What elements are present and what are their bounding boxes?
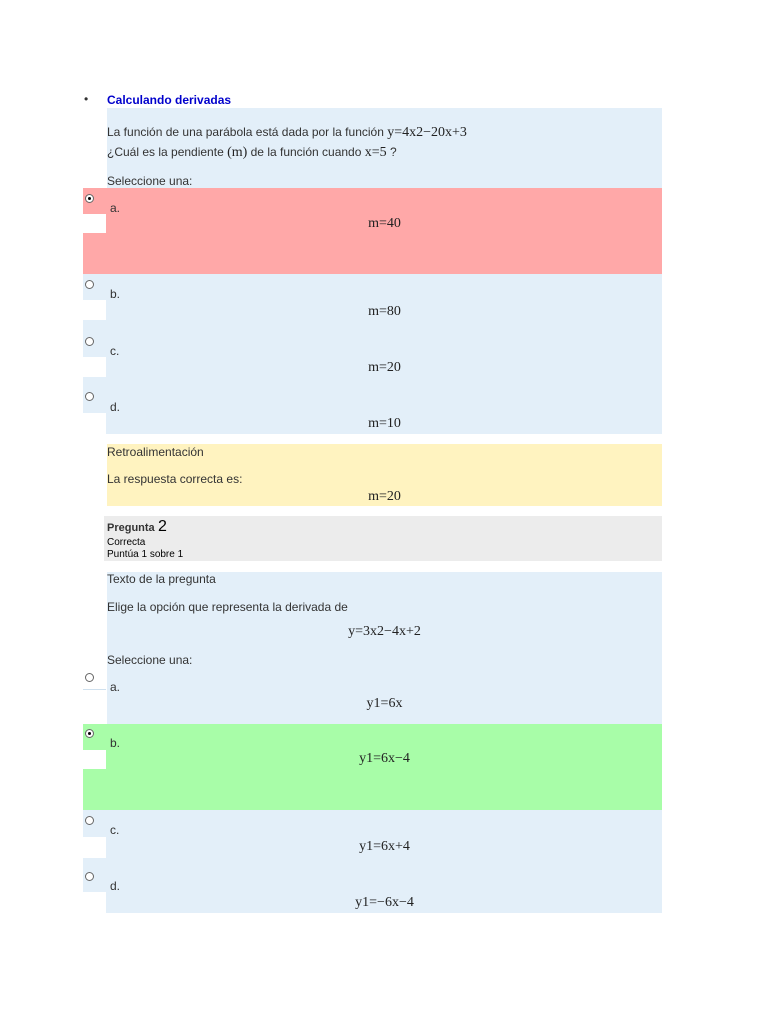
q2-option-b-letter: b. [110,736,121,750]
feedback-heading: Retroalimentación [107,445,204,459]
question-2-status: Correcta [107,537,146,548]
q2-option-d-value: y1=−6x−4 [355,895,414,910]
select-prompt-2: Seleccione una: [107,653,193,667]
q2-option-b-gap [83,750,106,769]
option-d-radio[interactable] [85,392,94,401]
question-text-heading: Texto de la pregunta [107,572,216,586]
option-c-value: m=20 [368,360,401,375]
option-b-radio[interactable] [85,280,94,289]
q2-option-d-gap [83,892,106,913]
feedback-correct-label: La respuesta correcta es: [107,472,243,486]
q2-option-a-letter: a. [110,680,121,694]
q2-option-d-letter: d. [110,879,121,893]
q2-option-c-radio[interactable] [85,816,94,825]
question-2-expression: y=3x2−4x+2 [348,624,421,639]
q2-option-a-radio[interactable] [85,673,94,682]
option-a-value: m=40 [368,216,401,231]
pregunta-label: Pregunta [107,522,155,534]
q2-option-c-value: y1=6x+4 [359,839,410,854]
option-d-letter: d. [110,400,121,414]
options-bcd-panel [83,274,662,434]
question-1-text-line2: ¿Cuál es la pendiente (m) de la función cuando x=5 ? [107,145,397,160]
option-a-gap [83,214,106,233]
question-1-title[interactable]: Calculando derivadas [107,93,232,107]
bullet: • [84,92,89,106]
option-c-radio[interactable] [85,337,94,346]
option-b-letter: b. [110,287,121,301]
option-d-value: m=10 [368,416,401,431]
feedback-correct-value: m=20 [368,489,401,504]
q2-option-c-gap [83,837,106,858]
q2-option-b-radio[interactable] [85,729,94,738]
option-c-gap [83,357,106,377]
option-c-letter: c. [110,344,120,358]
option-a-letter: a. [110,201,121,215]
question-2-info-panel [104,516,662,561]
option-d-gap [83,413,106,434]
q2-option-a-value: y1=6x [366,696,403,711]
option-b-value: m=80 [368,304,401,319]
question-2-prompt: Elige la opción que representa la derivada de [107,600,348,614]
function-expression: y=4x2−20x+3 [387,125,467,140]
q2-option-d-radio[interactable] [85,872,94,881]
option-a-radio[interactable] [85,194,94,203]
question-2 [0,515,768,915]
q2-option-c-letter: c. [110,823,120,837]
question-number: 2 [158,518,167,535]
question-2-score: Puntúa 1 sobre 1 [107,549,184,560]
q2-option-b-row[interactable] [83,724,662,810]
q2-option-a-gap [83,689,106,694]
option-b-gap [83,300,106,320]
select-prompt: Seleccione una: [107,174,193,188]
question-2-heading [107,518,167,536]
q2-option-b-value: y1=6x−4 [359,751,410,766]
question-1-text-line1: La función de una parábola está dada por la función y=4x2−20x+3 [107,125,467,140]
